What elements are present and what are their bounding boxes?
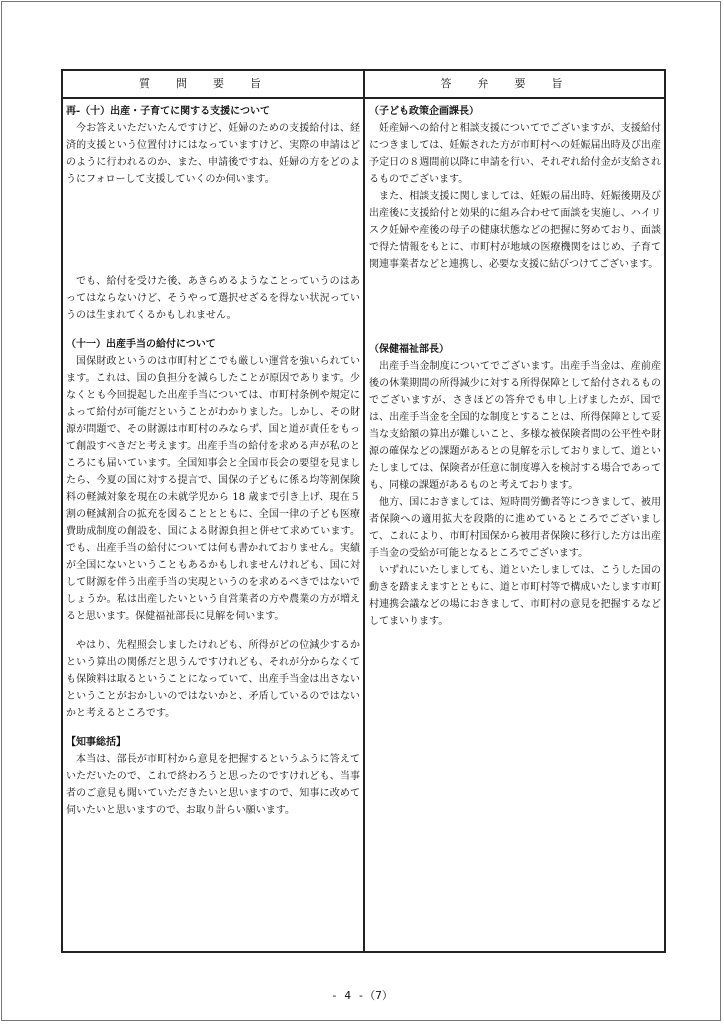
question-column <box>66 103 360 819</box>
question-paragraph: 今お答えいただいたんですけど、妊婦のための支援給付は、経済的支援という位置付けにはなっていますけど、実際の申請はどのように行われるのか、また、申請後ですね、妊婦の方をどのようにフォローして支援していくのか伺います。 <box>66 123 360 185</box>
answer-paragraph: 出産手当金制度についてでございます。出産手当金は、産前産後の休業期間の所得減少に対する所得保障として給付されるものでございますが、さきほどの答弁でも申し上げましたが、国では、出産手当金を全国的な制度とすることは、所得保障として妥当な支給額の算出が難しいこと、多様な被保険者間の公平性や財源の確保などの課題があるとの見解を示しておりまして、道といたしましては、保険者が任意に制度導入を検討する場合であっても、同様の課題があるものと考えております。 <box>369 361 661 491</box>
question-paragraph: やはり、先程照会しましたけれども、所得がどの位減少するかという算出の関係だと思うんですけれども、それが分からなくても保険料は取るということになっていて、出産手当金は出さないということがおかしいのではないかと、矛盾しているのではないかと考えるところです。 <box>66 640 360 719</box>
answer-paragraph: 他方、国におきましては、短時間労働者等につきまして、被用者保険への適用拡大を段階的に進めているところでございまして、これにより、市町村国保から被用者保険に移行した方は出産手当金の受給が可能となるところでございます。 <box>369 497 661 559</box>
question-section-title: 再-（十）出産・子育てに関する支援について <box>66 106 270 117</box>
question-paragraph: 本当は、部長が市町村から意見を把握するというふうに答えていただいたので、これで終わろうと思ったのですけれども、当事者のご意見も聞いていただきたいと思いますので、知事に改めて伺いたいと思いますので、お取り計らい願います。 <box>66 754 360 816</box>
question-paragraph: 国保財政というのは市町村どこでも厳しい運営を強いられています。これは、国の負担分を減らしたことが原因であります。少なくとも今回提起した出産手当については、市町村条例や規定によって給付が可能だということがわかりました。しかし、その財源が問題で、その財源は市町村のみならず、国と道が責任をもって創設すべきだと考えます。出産手当の給付を求める声が私のところにも届いています。全国知事会と全国市長会の要望を見ましたら、今夏の国に対する提言で、国保の子どもに係る均等割保険料の軽減対象を現在の未就学児から 18 歳まで引き上げ、現在５割の軽減割合の拡充を図ることとともに、全国一律の子ども医療費助成制度の創設を、国による財源負担と併せて求めています。でも、出産手当の給付については何も書かれておりません。実績が全国にないということもあるかもしれませんけれども、国に対して財源を伴う出産手当の実現というのを求めるべきではないでしょうか。私は出産したいという自営業者の方や農業の方が増えると思います。保健福祉部長に見解を伺います。 <box>66 356 360 622</box>
answer-section-title: （保健福祉部長） <box>369 344 449 355</box>
answer-paragraph: いずれにいたしましても、道といたしましては、こうした国の動きを踏まえますとともに、道と市町村等で構成いたします市町村連携会議などの場におきまして、市町村の意見を把握するなどしてまいります。 <box>369 565 661 627</box>
question-summary-header: 質問要旨 <box>139 77 287 90</box>
question-paragraph: でも、給付を受けた後、あきらめるようなことっていうのはあってはならないけど、そうやって選択せざるを得ない状況っていうのは生まれてくるかもしれません。 <box>66 276 360 321</box>
page-number: - 4 -（7） <box>331 989 393 1002</box>
answer-paragraph: 妊産婦への給付と相談支援についてでございますが、支援給付につきましては、妊娠された方が市町村への妊娠届出時及び出産予定日の８週間前以降に申請を行い、それぞれ給付金が支給されるものでございます。 <box>369 123 661 185</box>
answer-summary-header: 答弁要旨 <box>440 77 589 90</box>
answer-paragraph: また、相談支援に関しましては、妊娠の届出時、妊娠後期及び出産後に支援給付と効果的に組み合わせて面談を実施し、ハイリスク妊婦や産後の母子の健康状態などの把握に努めており、面談で得た情報をもとに、市町村が地域の医療機関をはじめ、子育て関連事業者などと連携し、必要な支援に結びつけてございます。 <box>369 191 661 270</box>
question-section-title: （十一）出産手当の給付について <box>66 339 216 350</box>
column-divider <box>363 71 365 951</box>
answer-section-title: （子ども政策企画課長） <box>369 106 479 117</box>
qa-table <box>61 69 666 953</box>
answer-column <box>369 103 661 630</box>
question-section-title: 【知事総括】 <box>66 737 126 748</box>
